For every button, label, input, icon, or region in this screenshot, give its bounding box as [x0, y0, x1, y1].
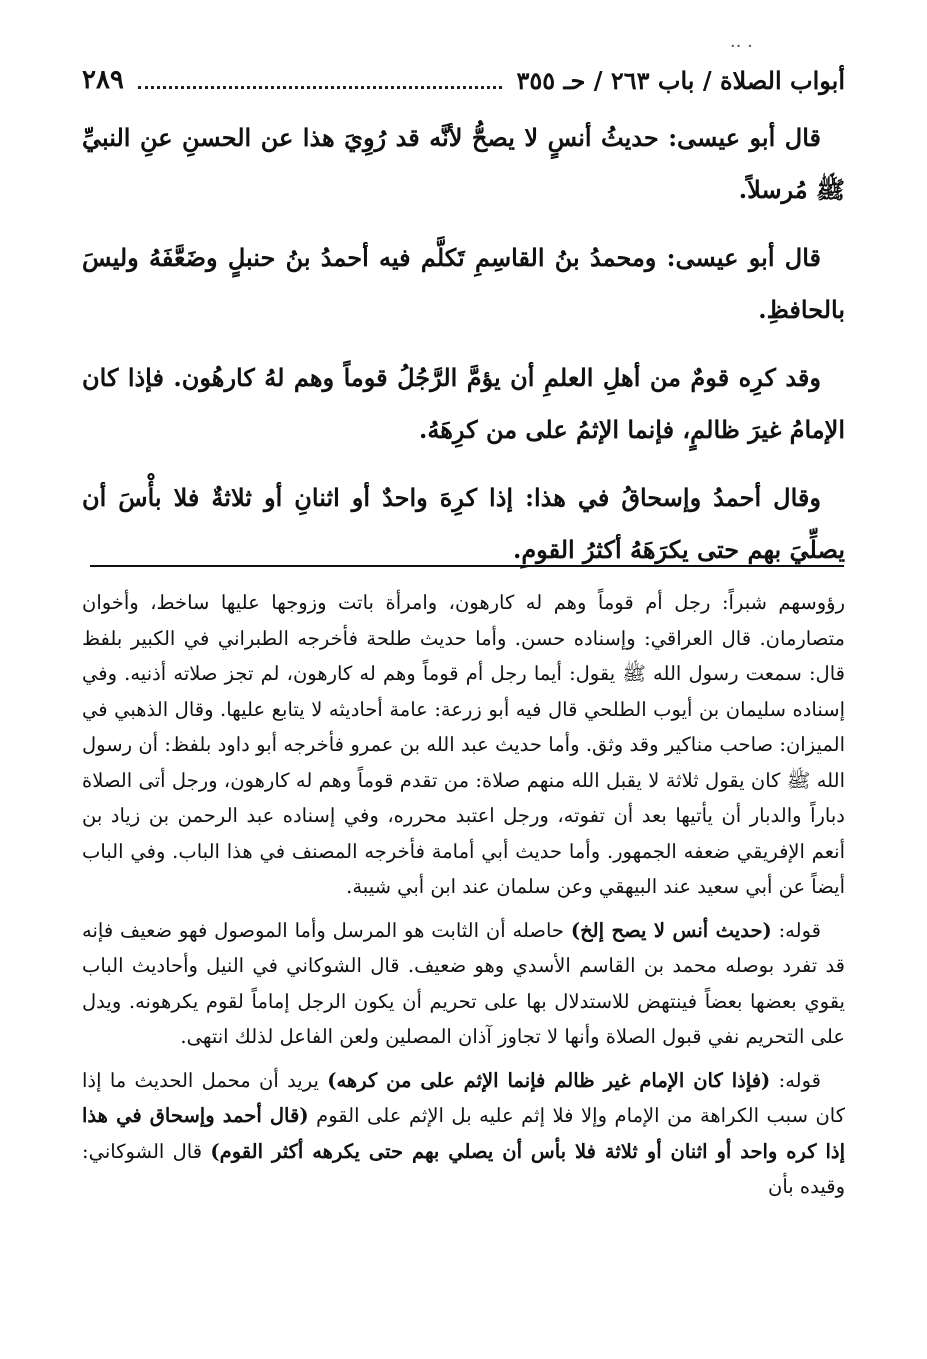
leader-dots	[138, 86, 503, 89]
scan-speck: ·· ·	[730, 36, 753, 57]
main-paragraph: قال أبو عيسى: ومحمدُ بنُ القاسِمِ تَكلَّم فيه أحمدُ بنُ حنبلٍ وضَعَّفَهُ وليسَ بالحافظِ.	[82, 243, 845, 324]
running-head	[82, 60, 845, 100]
commentary-paragraph	[82, 1063, 845, 1205]
commentary-paragraph	[82, 913, 845, 1055]
main-paragraph: قال أبو عيسى: حديثُ أنسٍ لا يصحُّ لأنَّه قد رُوِيَ هذا عن الحسنِ عنِ النبيِّ ﷺ مُرسلاً.	[82, 123, 845, 204]
quoted-phrase: (حديث أنس لا يصح إلخ)	[570, 918, 772, 942]
lead-word: قوله:	[778, 1068, 821, 1092]
commentary	[82, 585, 845, 1213]
quoted-phrase: (فإذا كان الإمام غير ظالم فإنما الإثم على من كرهه)	[327, 1068, 771, 1092]
lead-word: قوله:	[778, 918, 821, 942]
main-text	[82, 112, 845, 592]
page-number: ٢٨٩	[82, 65, 124, 95]
quoted-phrase: (قال أحمد وإسحاق في هذا إذا كره واحد أو اثنان أو ثلاثة فلا بأس أن يصلي بهم حتى يكرهه أكثر القوم)	[82, 1104, 845, 1163]
commentary-text: يريد أن محمل الحديث ما إذا كان سبب الكراهة من الإمام وإلا فلا إثم عليه بل الإثم على القوم	[82, 1068, 846, 1127]
commentary-text: قال الشوكاني: وقيده بأن	[82, 1139, 845, 1198]
commentary-paragraph: رؤوسهم شبراً: رجل أم قوماً وهم له كارهون، وامرأة باتت وزوجها عليها ساخط، وأخوان متصارمان. قال العراقي: وإسناده حسن. وأما حديث طلحة فأخرجه الطبراني في الكبير بلفظ قال: سمعت رسول الله ﷺ يقول: أيما رجل أم قوماً وهم له كارهون، لم تجز صلاته أذنيه. وفي إسناده سليمان بن أيوب الطلحي قال فيه أبو زرعة: عامة أحاديثه لا يتابع عليها. وقال الذهبي في الميزان: صاحب مناكير وقد وثق. وأما حديث عبد الله بن عمرو فأخرجه أبو داود بلفظ: أن رسول الله ﷺ كان يقول ثلاثة لا يقبل الله منهم صلاة: من تقدم قوماً وهم له كارهون، ورجل أتى الصلاة دباراً والدبار أن يأتيها بعد أن تفوته، ورجل اعتبد محرره، وفي إسناده عبد الرحمن بن زياد بن أنعم الإفريقي ضعفه الجمهور. وأما حديث أبي أمامة فأخرجه المصنف في هذا الباب. وفي الباب أيضاً عن أبي سعيد عند البيهقي وعن سلمان عند ابن أبي شيبة.	[82, 591, 845, 898]
chapter-title: أبواب الصلاة / باب ٢٦٣ / حـ ٣٥٥	[516, 65, 845, 95]
footnote-separator	[90, 565, 844, 567]
commentary-text: حاصله أن الثابت هو المرسل وأما الموصول فهو ضعيف فإنه قد تفرد بوصله محمد بن القاسم الأسدي وهو ضعيف. قال الشوكاني في النيل وأحاديث الباب يقوي بعضها بعضاً فينتهض للاستدلال بها على تحريم أن يكون الرجل إماماً لقوم يكرهونه. ويدل على التحريم نفي قبول الصلاة وأنها لا تجاوز آذان المصلين ولعن الفاعل لذلك انتهى.	[82, 918, 845, 1048]
main-paragraph: وقد كرِه قومٌ من أهلِ العلمِ أن يؤمَّ الرَّجُلُ قوماً وهم لهُ كارهُون. فإذا كان الإمامُ غيرَ ظالمٍ، فإنما الإثمُ على من كرِهَهُ.	[82, 363, 845, 444]
main-paragraph: وقال أحمدُ وإسحاقُ في هذا: إذا كرِهَ واحدٌ أو اثنانِ أو ثلاثةٌ فلا بأْسَ أن يصلِّيَ بهم حتى يكرَهَهُ أكثرُ القومِ.	[82, 483, 845, 564]
